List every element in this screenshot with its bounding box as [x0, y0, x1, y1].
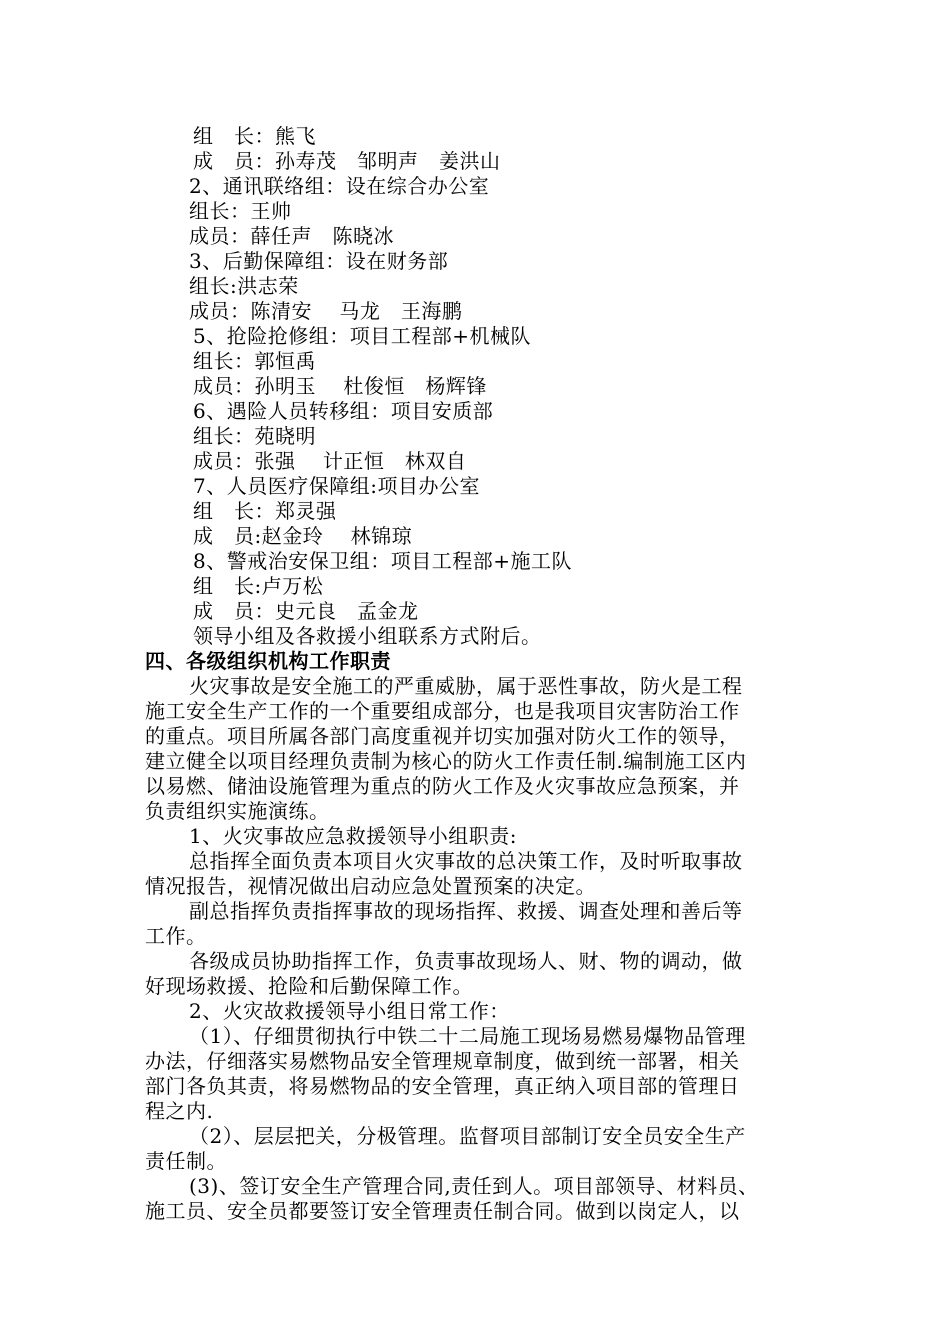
team-line: 6、遇险人员转移组：项目安质部	[193, 399, 494, 423]
body-line: (3)、签订安全生产管理合同,责任到人。项目部领导、材料员、	[189, 1174, 759, 1198]
team-line: 组长:洪志荣	[189, 274, 299, 298]
body-line: 施工员、安全员都要签订安全管理责任制合同。做到以岗定人，以	[145, 1199, 740, 1223]
team-line: 3、后勤保障组：设在财务部	[189, 249, 449, 273]
team-line: 7、人员医疗保障组:项目办公室	[193, 474, 480, 498]
body-line: 施工安全生产工作的一个重要组成部分，也是我项目灾害防治工作	[145, 699, 740, 723]
team-line: 组长：郭恒禹	[193, 349, 316, 373]
team-line: 2、通讯联络组：设在综合办公室	[189, 174, 490, 198]
team-line: 成员：陈清安 马龙 王海鹏	[189, 299, 463, 323]
body-line: 总指挥全面负责本项目火灾事故的总决策工作，及时听取事故	[189, 849, 743, 873]
team-line: 成员：薛任声 陈晓冰	[189, 224, 394, 248]
team-line: 5、抢险抢修组：项目工程部+机械队	[193, 324, 531, 348]
body-line: 的重点。项目所属各部门高度重视并切实加强对防火工作的领导，	[145, 724, 740, 748]
team-line: 成员：孙明玉 杜俊恒 杨辉锋	[193, 374, 487, 398]
body-line: 副总指挥负责指挥事故的现场指挥、救援、调查处理和善后等	[189, 899, 743, 923]
section-heading: 四、各级组织机构工作职责	[145, 649, 391, 673]
body-line: 各级成员协助指挥工作，负责事故现场人、财、物的调动，做	[189, 949, 743, 973]
team-line: 成 员:赵金玲 林锦琼	[193, 524, 413, 548]
team-line: 组 长:卢万松	[193, 574, 324, 598]
body-line: 情况报告，视情况做出启动应急处置预案的决定。	[145, 874, 596, 898]
team-line: 组长：苑晓明	[193, 424, 316, 448]
team-line: 成 员：孙寿茂 邹明声 姜洪山	[193, 149, 501, 173]
team-line: 成 员：史元良 孟金龙	[193, 599, 419, 623]
team-line: 领导小组及各救援小组联系方式附后。	[193, 624, 542, 648]
body-line: 好现场救援、抢险和后勤保障工作。	[145, 974, 473, 998]
team-line: 成员：张强 计正恒 林双自	[193, 449, 467, 473]
body-line: 工作。	[145, 924, 207, 948]
body-line: 负责组织实施演练。	[145, 799, 330, 823]
body-line: 以易燃、储油设施管理为重点的防火工作及火灾事故应急预案，并	[145, 774, 740, 798]
team-line: 组 长：熊飞	[193, 124, 316, 148]
team-line: 8、警戒治安保卫组：项目工程部+施工队	[193, 549, 572, 573]
body-line: 责任制。	[145, 1149, 227, 1173]
body-line: 2、火灾故救援领导小组日常工作：	[189, 999, 510, 1023]
body-line: 部门各负其责，将易燃物品的安全管理，真正纳入项目部的管理日	[145, 1074, 740, 1098]
team-line: 组 长：郑灵强	[193, 499, 337, 523]
body-line: （1）、仔细贯彻执行中铁二十二局施工现场易燃易爆物品管理	[189, 1024, 746, 1048]
body-line: （2）、层层把关，分极管理。监督项目部制订安全员安全生产	[189, 1124, 746, 1148]
body-line: 建立健全以项目经理负责制为核心的防火工作责任制.编制施工区内	[145, 749, 747, 773]
team-line: 组长：王帅	[189, 199, 292, 223]
body-line: 火灾事故是安全施工的严重威胁，属于恶性事故，防火是工程	[189, 674, 743, 698]
body-line: 程之内.	[145, 1099, 214, 1123]
body-line: 1、火灾事故应急救援领导小组职责:	[189, 824, 517, 848]
body-line: 办法，仔细落实易燃物品安全管理规章制度，做到统一部署，相关	[145, 1049, 740, 1073]
